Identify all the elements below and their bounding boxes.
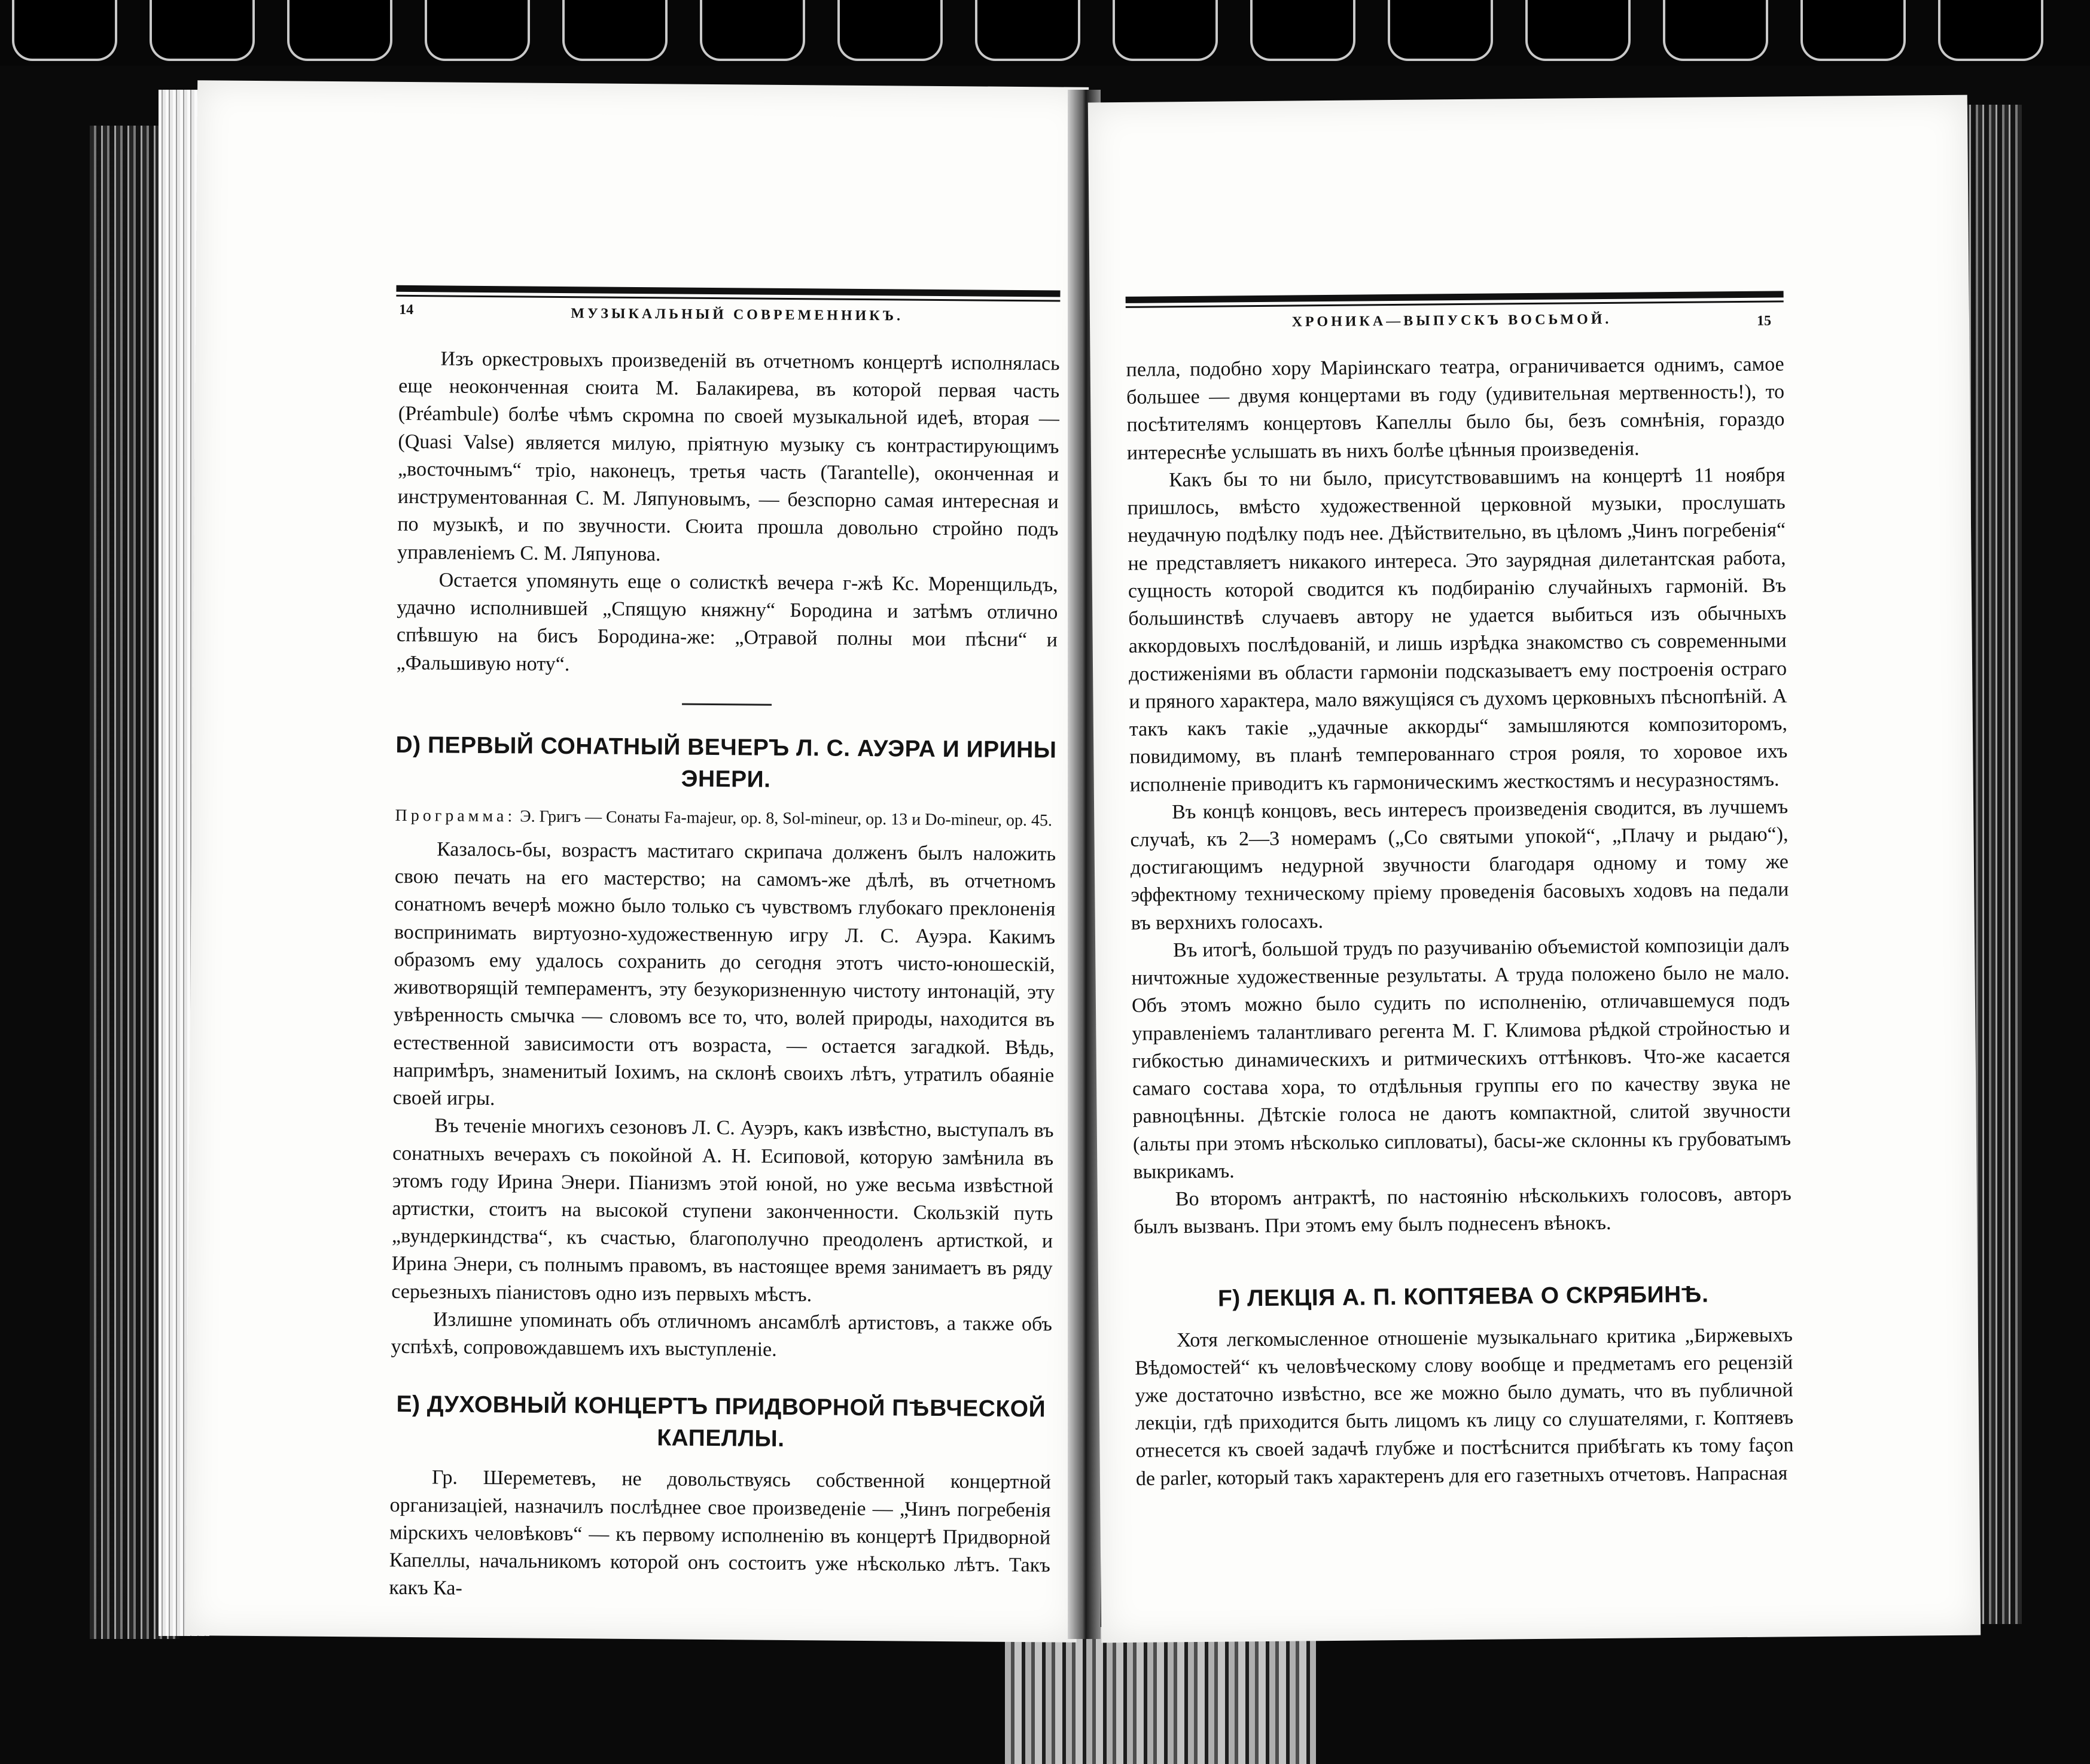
film-strip-top xyxy=(0,0,2090,66)
film-perforation xyxy=(1800,0,1906,61)
film-perforation xyxy=(700,0,805,61)
film-perforation xyxy=(562,0,668,61)
film-perforation xyxy=(150,0,255,61)
program-text: Э. Григъ — Сонаты Fa-majeur, op. 8, Sol-mineur, op. 13 и Do-mineur, op. 45. xyxy=(520,807,1053,830)
film-perforation xyxy=(12,0,117,61)
spine-bottom xyxy=(1005,1627,1316,1764)
paragraph: Какъ бы то ни было, присутствовавшимъ на концертѣ 11 ноября пришлось, вмѣсто художественной церковной музыки, прослушать неудачную подѣлку подъ нее. Дѣйствительно, въ цѣломъ „Чинъ погребенiя“ не представляетъ никакого интереса. Это заурядная дилетантская работа, сущность которой сводится къ подбиранiю случайныхъ гармонiй. Въ большинствѣ случаевъ автору не удается выбиться изъ обычныхъ аккордовыхъ послѣдованiй, и лишь изрѣдка знакомство съ современными достиженiями въ области гармонiи подсказываетъ ему построенiя остраго и пряного характера, мало вяжущiяся съ духомъ церковныхъ пѣснопѣнiй. А такъ какъ такiе „удачные аккорды“ замышляются композиторомъ, повидимому, въ планѣ темперованнаго строя рояля, то хоровое ихъ исполненiе приводитъ къ гармоническимъ жесткостямъ и несуразностямъ. xyxy=(1127,464,1788,796)
left-text-column xyxy=(389,345,1059,1607)
paragraph: Въ итогѣ, большой трудъ по разучиванiю объемистой композицiи далъ ничтожные художественные результаты. А труда положено было не мало. Объ этомъ можно было судить по исполненiю, отличавшемуся подъ управленiемъ талантливаго регента М. Г. Климова рѣдкой стройностью и гибкостью динамическихъ и ритмическихъ оттѣнковъ. Что-же касается самаго состава хора, то отдѣльныя группы его по качеству звука не равноцѣнны. Дѣтскiе голоса не даютъ компактной, слитой звучности (альты при этомъ нѣсколько сипловаты), басы-же склонны къ грубоватымъ выкрикамъ. xyxy=(1131,934,1792,1183)
right-text-column xyxy=(1126,351,1794,1492)
film-perforation xyxy=(1113,0,1218,61)
paragraph: Излишне упоминать объ отличномъ ансамблѣ артистовъ, а также объ успѣхѣ, сопровождавшемъ ихъ выступленiе. xyxy=(391,1308,1053,1361)
film-perforation xyxy=(287,0,392,61)
paragraph: пелла, подобно хору Марiинскаго театра, ограничивается однимъ, самое большее — двумя концертами въ году (удивительная мертвенность!), то посѣтителямъ концертовъ Капеллы было бы, безъ сомнѣнiя, гораздо интереснѣе услышать въ нихъ болѣе цѣнныя произведенiя. xyxy=(1126,353,1785,464)
section-title-e: E) ДУХОВНЫЙ КОНЦЕРТЪ ПРИДВОРНОЙ ПѢВЧЕСКОЙ КАПЕЛЛЫ. xyxy=(396,1391,1046,1452)
film-perforation xyxy=(425,0,530,61)
page-number: 14 xyxy=(399,301,414,318)
paragraph: Въ теченiе многихъ сезоновъ Л. С. Ауэръ, какъ извѣстно, выступалъ въ сонатныхъ вечерахъ съ покойной А. Н. Есиповой, которую замѣнила въ этомъ году Ирина Энери. Пiанизмъ этой юной, но уже весьма извѣстной артистки, стоитъ на высокой ступени законченности. Скользкiй путь „вундеркиндства“, къ счастью, благополучно преодоленъ артисткой, и Ирина Энери, съ полнымъ правомъ, въ настоящее время занимаетъ въ ряду серьезныхъ пiанистовъ одно изъ первыхъ мѣстъ. xyxy=(391,1114,1054,1306)
paragraph: Хотя легкомысленное отношенiе музыкальнаго критика „Биржевыхъ Вѣдомостей“ къ человѣческому слову вообще и предметамъ его рецензiй уже достаточно извѣстно, все же можно было думать, что въ публичной лекцiи, гдѣ приходится быть лицомъ къ лицу со слушателями, г. Коптяевъ отнесется къ своей задачѣ глубже и постѣснится прибѣгать къ тому façon de parler, который такъ характеренъ для его газетныхъ отчетовъ. Напрасная xyxy=(1135,1323,1794,1490)
section-title-f: F) ЛЕКЦIЯ А. П. КОПТЯЕВА О СКРЯБИНѢ. xyxy=(1217,1281,1709,1312)
paragraph: Изъ оркестровыхъ произведенiй въ отчетномъ концертѣ исполнялась еще неоконченная сюита М. Балакирева, въ которой первая часть (Préambule) болѣе чѣмъ скромна по своей музыкальной идеѣ, вторая — (Quasi Valse) является милую, прiятную музыку съ контрастирующимъ „восточнымъ“ трiо, наконецъ, третья часть (Tarantelle), оконченная и инструментованная С. М. Ляпуновымъ, — безспорно самая интересная и по музыкѣ, и по звучности. Сюита прошла довольно стройно подъ управленiемъ С. М. Ляпунова. xyxy=(397,348,1060,565)
film-perforation xyxy=(1663,0,1768,61)
paragraph: Остается упомянуть еще о солисткѣ вечера г-жѣ Кс. Моренщильдъ, удачно исполнившей „Спящую княжну“ Бородина и затѣмъ отлично спѣвшую на бисъ Бородина-же: „Отравой полны мои пѣсни“ и „Фальшивую ноту“. xyxy=(396,569,1058,675)
film-perforation xyxy=(1250,0,1355,61)
running-title: МУЗЫКАЛЬНЫЙ СОВРЕМЕННИКЪ. xyxy=(571,306,904,324)
paragraph: Въ концѣ концовъ, весь интересъ произведенiя сводится, въ лучшемъ случаѣ, къ 2—3 номерамъ („Со святыми упокой“, „Плачу и рыдаю“), достигающимъ недурной звучности благодаря одному и тому же эффектному техническому прiему проведенiя басовыхъ ходовъ на педали въ верхнихъ голосахъ. xyxy=(1130,796,1789,934)
paragraph: Гр. Шереметевъ, не довольствуясь собственной концертной организацiей, назначилъ послѣднее свое произведенiе — „Чинъ погребенiя мiрскихъ человѣковъ“ — къ первому исполненiю въ концертѣ Придворной Капеллы, начальникомъ которой онъ состоитъ уже нѣсколько лѣтъ. Такъ какъ Ка- xyxy=(389,1466,1052,1600)
film-perforation xyxy=(837,0,943,61)
running-title: ХРОНИКА—ВЫПУСКЪ ВОСЬМОЙ. xyxy=(1291,311,1612,330)
film-perforation xyxy=(1525,0,1631,61)
page-number: 15 xyxy=(1756,313,1772,329)
film-perforation xyxy=(975,0,1080,61)
program-label: Программа: xyxy=(395,806,516,826)
film-perforation xyxy=(1938,0,2043,61)
right-page xyxy=(1088,95,1981,1643)
left-page xyxy=(185,80,1089,1643)
paragraph: Во второмъ антрактѣ, по настоянiю нѣсколькихъ голосовъ, авторъ былъ вызванъ. При этомъ ему былъ поднесенъ вѣнокъ. xyxy=(1134,1183,1792,1239)
film-perforation xyxy=(1388,0,1493,61)
paragraph: Казалось-бы, возрастъ маститаго скрипача долженъ былъ наложить свою печать на его мастерство; на самомъ-же дѣлѣ, въ отчетномъ сонатномъ вечерѣ можно было только съ чувствомъ глубокаго преклоненiя воспринимать виртуозно-художественную игру Л. С. Ауэра. Какимъ образомъ ему удалось сохранить до сегодня этотъ чисто-юношескiй, животворящiй темпераментъ, эту безукоризненную чистоту интонацiй, эту увѣренность смычка — словомъ все то, что, волей природы, находится въ естественной зависимости отъ возраста, — остается загадкой. Вѣдь, напримѣръ, знаменитый Iохимъ, на склонѣ своихъ лѣтъ, утратилъ обаянiе своей игры. xyxy=(392,838,1056,1110)
section-title-d: D) ПЕРВЫЙ СОНАТНЫЙ ВЕЧЕРЪ Л. С. АУЭРА И ИРИНЫ ЭНЕРИ. xyxy=(395,732,1057,793)
